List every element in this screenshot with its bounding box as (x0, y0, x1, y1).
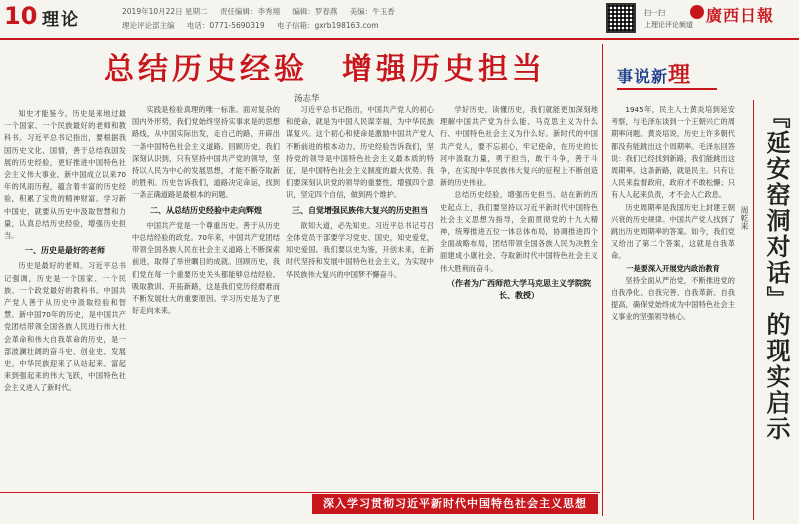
sidebar-vertical-title: 『延安窑洞对话』的现实启示 (762, 104, 791, 442)
sidebar-banner-text: 事说新 (617, 67, 669, 86)
article-column-4 (440, 104, 598, 512)
author-affiliation: （作者为广西师范大学马克思主义学院院长、教授） (447, 278, 591, 301)
reviewer: 编辑：罗春燕 (292, 7, 338, 16)
sidebar-author: 周乾来 (740, 206, 749, 230)
paragraph: 1945年，民主人士黄炎培到延安考察，与毛泽东谈到一个王朝兴亡的周期率问题。黄炎培说，历史上许多朝代都没有能跳出这个周期率。毛泽东回答说：我们已经找到新路，我们能跳出这周期率。这条新路，就是民主。只有让人民来监督政府，政府才不敢松懈；只有人人起来负责，才不会人亡政息。 (611, 105, 735, 200)
paragraph: 总结历史经验，增强历史担当。站在新的历史起点上，我们要坚持以习近平新时代中国特色社会主义思想为指导，全面贯彻党的十九大精神，统筹推进五位一体总体布局，协调推进四个全面战略布局，团结带领全国各族人民为决胜全面建成小康社会、夺取新时代中国特色社会主义伟大胜利而奋斗。 (440, 190, 598, 273)
article-headline: 总结历史经验 增强历史担当 (104, 52, 546, 87)
sidebar-banner (611, 48, 721, 94)
banner-underline (617, 88, 717, 90)
article-byline: 汤志华 (294, 94, 320, 104)
paragraph: 历史周期率是我国历史上封建王朝兴衰的历史规律。中国共产党人找到了跳出历史周期率的答案。如今，我们党又给出了第二个答案，这就是自我革命。 (611, 202, 735, 261)
qr-caption-2: 上理论评论频道 (644, 21, 693, 29)
section-name: 理论 (42, 10, 80, 30)
paragraph: 历史是最好的老师。习近平总书记强调，历史是一个国家、一个民族、一个政党最好的教科书。中国共产党人善于从历史中汲取经验和智慧。新中国70年的历史，是中国共产党团结带领全国各族人民进行伟大社会革命和伟大自我革命的历史，是一部波澜壮阔的奋斗史、创业史、发展史。中华民族迎来了从站起来、富起来到强起来的伟大飞跃，中国特色社会主义进入了新时代。 (4, 261, 126, 393)
paragraph: 知史才能鉴今。历史是来地过最一个国家、一个民族最好的老师和教科书。习近平总书记指出，要根据我国历史文化、国情，善于总结我国发展的历史经验，更好推进中国特色社会主义伟大事业。新中国成立以来70年的风雨历程，蕴含着丰富的历史经验，积累了宝贵的精神财富。学习新中国史，就要从历史中汲取智慧和力量，认真总结历史经验，增强历史担当。 (4, 109, 126, 241)
paragraph: 实践是检验真理的唯一标准。面对复杂的国内外形势，我们党始终坚持实事求是的思想路线，从中国实际出发，走自己的路，开辟出一条中国特色社会主义道路。回顾历史，我们深刻认识到，只有坚持中国共产党的领导，坚持以人民为中心的发展思想，才能不断夺取新的胜利。历史告诉我们，道路决定命运，找到一条正确道路是最根本的问题。 (132, 105, 280, 200)
sidebar-banner-title (617, 58, 691, 89)
page-number: 10 (4, 2, 38, 30)
qr-code-icon[interactable] (606, 3, 636, 33)
paragraph: 中国共产党是一个尊重历史、善于从历史中总结经验的政党。70年来，中国共产党团结带领全国各族人民在社会主义道路上不断探索前进，取得了举世瞩目的成就。回顾历史，我们党在每一个重要历史关头都能够总结经验、吸取教训、开拓新路，这是我们党历经磨难而不断发展壮大的重要原因。学习历史是为了更好走向未来。 (132, 220, 280, 316)
header-meta-row1 (122, 6, 405, 17)
section-heading-2: 二、从总结历史经验中走向辉煌 (150, 205, 262, 215)
sidebar-subheading: 一是要深入开展党内政治教育 (626, 263, 720, 273)
logo-mark-icon (690, 5, 704, 19)
sidebar-banner-accent: 理 (668, 63, 692, 88)
issue-date: 2019年10月22日 星期二 (122, 7, 208, 16)
footer-divider (0, 492, 600, 493)
article-column-2 (132, 104, 280, 516)
newspaper-logo: 廣西日報 (706, 6, 775, 25)
qr-caption-1: 扫一扫 (644, 9, 665, 17)
sidebar-column (602, 44, 799, 516)
page-header (0, 0, 799, 40)
email: 电子信箱：gxrb198163.com (276, 21, 379, 30)
section-heading-1: 一、历史是最好的老师 (25, 246, 105, 256)
footer-banner: 深入学习贯彻习近平新时代中国特色社会主义思想 (312, 494, 598, 514)
paragraph: 欲知大道，必先知史。习近平总书记号召全体党员干部要学习党史、国史，知史爱党，知史爱国。我们要以史为鉴，开创未来，在新时代坚持和发展中国特色社会主义，为实现中华民族伟大复兴的中国梦不懈奋斗。 (286, 220, 434, 279)
header-meta-row2 (122, 20, 389, 31)
sidebar-article-body (611, 104, 735, 524)
article-column-3 (286, 104, 434, 512)
section-heading-3: 三、自觉增强民族伟大复兴的历史担当 (292, 205, 428, 215)
proof: 美编：牛玉香 (349, 7, 395, 16)
responsible-editor: 责任编辑：李秀翔 (219, 7, 280, 16)
paragraph: 学好历史，读懂历史，我们就能更加深刻地理解中国共产党为什么能、马克思主义为什么行、中国特色社会主义为什么好。新时代的中国共产党人，要不忘初心，牢记使命，在历史的长河中汲取力量，勇于担当，敢于斗争，善于斗争，在实现中华民族伟大复兴的征程上不断创造新的历史伟业。 (440, 105, 598, 188)
article-column-1 (4, 108, 126, 516)
phone: 电话：0771-5690319 (186, 21, 265, 30)
paragraph: 习近平总书记指出，中国共产党人的初心和使命，就是为中国人民谋幸福，为中华民族谋复兴。这个初心和使命是激励中国共产党人不断前进的根本动力。历史经验告诉我们，坚持党的领导是中国特色社会主义最本质的特征，是中国特色社会主义制度的最大优势。我们要深刻认识党的领导的重要性，增强四个意识，坚定四个自信，做到两个维护。 (286, 105, 434, 200)
editor-dept: 理论评论部主编 (122, 21, 175, 30)
paragraph: 坚持全面从严治党，不断推进党的自我净化、自我完善、自我革新、自我提高，确保党始终成为中国特色社会主义事业的坚强领导核心。 (611, 275, 735, 322)
